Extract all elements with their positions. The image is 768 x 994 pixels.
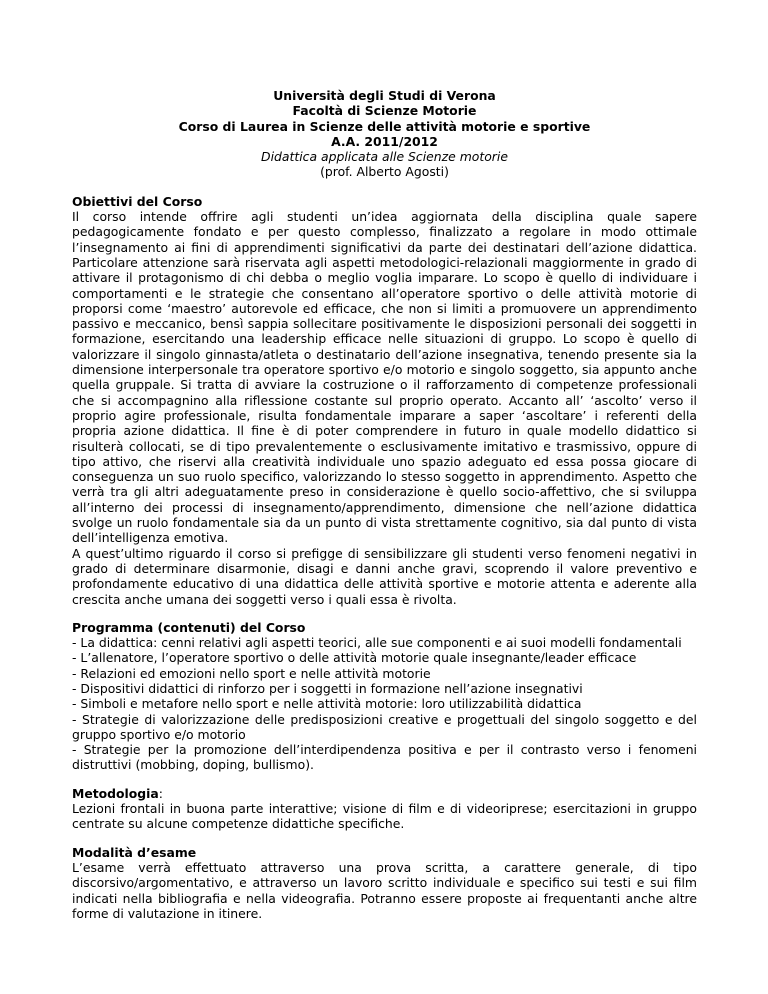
degree-name: Corso di Laurea in Scienze delle attività motorie e sportive (178, 118, 591, 134)
document-page (72, 88, 697, 934)
professor-name: (prof. Alberto Agosti) (320, 164, 449, 180)
objectives-paragraph-1: Il corso intende offrire agli studenti un’idea aggiornata della disciplina quale sapere pedagogicamente fondato e per questo complesso, finalizzato a regolare in modo ottimale l’insegnamento ai fini di apprendimenti significativi da parte dei destinatari dell’azione didattica. Particolare attenzione sarà riservata agli aspetti metodologici-relazionali maggiormente in grado di attivare il protagonismo di chi debba o meglio voglia imparare. Lo scopo è quello di individuare i comportamenti e le strategie che consentano all’operatore sportivo o delle attività motorie di proporsi come ‘maestro’ autorevole ed efficace, che non si limiti a promuovere un apprendimento passivo e meccanico, bensì sappia sollecitare positivamente le disposizioni personali dei soggetti in formazione, esercitando una leadership efficace nelle situazioni di gruppo. Lo scopo è quello di valorizzare il singolo ginnasta/atleta o destinatario dell’azione insegnativa, tenendo presente sia la dimensione interpersonale tra operatore sportivo e/o motorio e singolo soggetto, sia appunto anche quella gruppale. Si tratta di avviare la costruzione o il rafforzamento di competenze professionali che si accompagnino alla riflessione costante sul proprio operato. Accanto all’ ‘ascolto’ verso il proprio agire professionale, risulta fondamentale imparare a saper ‘ascoltare’ i referenti della propria azione didattica. Il fine è di poter comprendere in futuro in quale modello didattico si risulterà collocati, se di tipo prevalentemente o esclusivamente imitativo e trasmissivo, oppure di tipo attivo, che riservi alla creatività individuale uno spazio adeguato ed essa possa giocare di conseguenza un suo ruolo specifico, valorizzando lo stesso soggetto in apprendimento. Aspetto che verrà tra gli altri adeguatamente preso in considerazione è quello socio-affettivo, che si sviluppa all’interno dei processi di insegnamento/apprendimento, dimensione che nell’azione didattica svolge un ruolo fondamentale sia da un punto di vista strettamente cognitivo, sia dal punto di vista dell’intelligenza emotiva. (72, 209, 697, 546)
methodology-title: Metodologia (72, 785, 159, 801)
methodology-section (72, 786, 697, 832)
course-name: Didattica applicata alle Scienze motorie (261, 149, 508, 165)
exam-text: L’esame verrà effettuato attraverso una prova scritta, a carattere generale, di tipo discorsivo/argomentativo, e attraverso un lavoro scritto individuale e specifico sui testi e sui film indicati nella bibliografia e nella videografia. Potranno essere proposte ai frequentanti anche altre forme di valutazione in itinere. (72, 859, 697, 921)
objectives-title: Obiettivi del Corso (72, 193, 203, 209)
program-item: - La didattica: cenni relativi agli aspetti teorici, alle sue componenti e ai suoi modelli fondamentali (72, 635, 682, 651)
program-item: - Simboli e metafore nello sport e nelle attività motorie: loro utilizzabilità didattica (72, 696, 582, 712)
methodology-colon: : (158, 785, 163, 801)
methodology-text: Lezioni frontali in buona parte interattive; visione di film e di videoriprese; esercitazioni in gruppo centrate su alcune competenze didattiche specifiche. (72, 801, 697, 832)
program-item: - L’allenatore, l’operatore sportivo o delle attività motorie quale insegnante/leader efficace (72, 650, 637, 666)
methodology-heading (72, 786, 697, 801)
program-section (72, 620, 697, 773)
program-title: Programma (contenuti) del Corso (72, 619, 306, 635)
academic-year: A.A. 2011/2012 (331, 133, 438, 149)
faculty-name: Facoltà di Scienze Motorie (292, 103, 477, 119)
document-header (72, 88, 697, 180)
objectives-paragraph-2: A quest’ultimo riguardo il corso si prefigge di sensibilizzare gli studenti verso fenomeni negativi in grado di determinare disarmonie, disagi e danni anche gravi, scoprendo il valore preventivo e profondamente educativo di una didattica delle attività sportive e motorie attenta e aderente alla crescita anche umana dei soggetti verso i quali essa è rivolta. (72, 545, 697, 607)
university-name: Università degli Studi di Verona (273, 88, 496, 103)
program-item: - Relazioni ed emozioni nello sport e nelle attività motorie (72, 665, 431, 681)
objectives-section (72, 194, 697, 607)
exam-title: Modalità d’esame (72, 844, 197, 860)
program-item: - Strategie per la promozione dell’interdipendenza positiva e per il contrasto verso i fenomeni distruttivi (mobbing, doping, bullismo). (72, 742, 697, 773)
program-item: - Strategie di valorizzazione delle predisposizioni creative e progettuali del singolo soggetto e del gruppo sportivo e/o motorio (72, 711, 697, 742)
exam-section (72, 845, 697, 921)
program-item: - Dispositivi didattici di rinforzo per i soggetti in formazione nell’azione insegnativi (72, 680, 583, 696)
